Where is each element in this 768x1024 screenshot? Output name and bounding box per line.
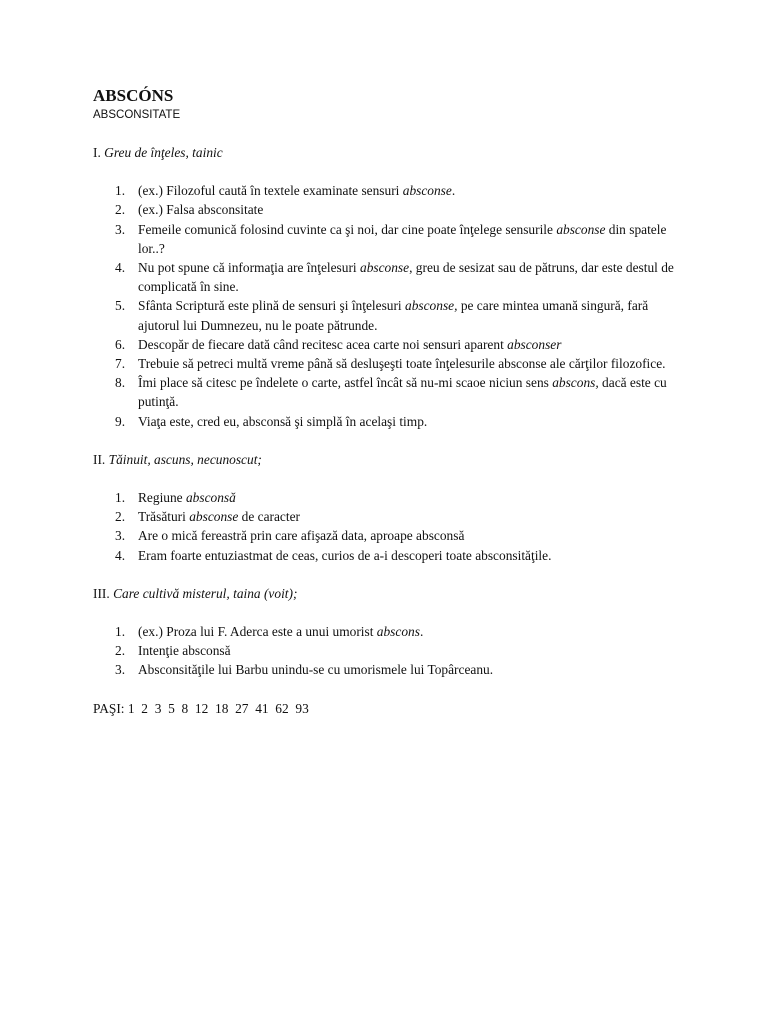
list-item-number: 1. — [115, 624, 126, 640]
list-item — [93, 641, 683, 660]
list-item-text: (ex.) Proza lui F. Aderca este a unui umorist — [138, 624, 377, 640]
list-item — [93, 660, 683, 679]
list-item-text-end: din spatele lor..? — [138, 221, 667, 256]
section-heading-text: Tăinuit, ascuns, necunoscut; — [108, 451, 262, 467]
section-roman-numeral: III. — [93, 585, 110, 601]
list-item-text: Descopăr de fiecare dată când recitesc acea carte noi sensuri aparent — [138, 336, 508, 352]
list-item — [93, 354, 683, 373]
list-item-text: Sfânta Scriptură este plină de sensuri şi înţelesuri — [138, 298, 406, 314]
list-item-number: 2. — [115, 643, 126, 659]
list-item-number: 4. — [115, 547, 126, 563]
section-roman-numeral: II. — [93, 451, 106, 467]
list-item-text: Trăsături — [138, 509, 190, 525]
section-heading-text: Care cultivă misterul, taina (voit); — [113, 585, 298, 601]
list-item-number: 1. — [115, 490, 126, 506]
list-item — [93, 507, 683, 526]
step-value: 27 — [235, 700, 249, 716]
entry-title: ABSCÓNS — [93, 86, 174, 105]
list-item — [93, 258, 683, 296]
list-item — [93, 335, 683, 354]
list-item-number: 7. — [115, 356, 126, 372]
example-list — [93, 181, 683, 431]
step-value: 93 — [295, 700, 309, 716]
list-item-text: Trebuie să petreci multă vreme până să desluşeşti toate înţelesurile absconse ale cărţilor filozofice. — [138, 356, 666, 372]
list-item-emphasis: absconser — [507, 336, 562, 352]
step-value: 2 — [141, 700, 148, 716]
list-item-text: (ex.) Falsa absconsitate — [138, 202, 264, 218]
list-item-number: 5. — [115, 298, 126, 314]
example-list — [93, 488, 683, 565]
entry-subtitle: ABSCONSITATE — [93, 109, 181, 121]
list-item-emphasis: absconse, — [405, 298, 458, 314]
section-roman-numeral: I. — [93, 145, 101, 160]
list-item-text: Nu pot spune că informaţia are înţelesuri — [138, 260, 360, 276]
list-item-text: (ex.) Filozoful caută în textele examinate sensuri — [138, 183, 403, 199]
list-item-text-end: , greu de sesizat sau de pătruns, dar este destul de complicată în sine. — [138, 260, 674, 295]
list-item — [93, 181, 683, 200]
list-item — [93, 373, 683, 411]
list-item — [93, 220, 683, 258]
list-item-number: 2. — [115, 509, 126, 525]
document-content — [93, 86, 683, 718]
list-item-emphasis: abscons, — [552, 375, 599, 391]
section-heading — [93, 584, 683, 603]
list-item-emphasis: absconse — [189, 509, 239, 525]
list-item — [93, 546, 683, 565]
list-item-emphasis: abscons — [376, 624, 420, 640]
list-item-text: Intenţie absconsă — [138, 643, 231, 659]
list-item-number: 8. — [115, 375, 126, 391]
list-item-number: 3. — [115, 528, 126, 544]
step-value: 1 — [127, 700, 135, 716]
list-item — [93, 526, 683, 545]
list-item-text-end: pe care mintea umană singură, fară ajutorul lui Dumnezeu, nu le poate pătrunde. — [138, 298, 649, 333]
list-item — [93, 200, 683, 219]
list-item-text-end: dacă este cu putinţă. — [138, 375, 667, 410]
list-item-text-end: de caracter — [238, 509, 301, 525]
step-value: 12 — [194, 700, 209, 716]
list-item-emphasis: absconsă — [185, 490, 236, 506]
step-value: 5 — [168, 700, 175, 716]
list-item-text-end: . — [419, 624, 424, 640]
section-heading-text: Greu de înţeles, tainic — [104, 145, 223, 160]
list-item — [93, 412, 683, 431]
steps-label: PAŞI: — [93, 700, 125, 716]
list-item-number: 6. — [115, 336, 126, 352]
list-item-number: 3. — [115, 221, 126, 237]
step-value: 41 — [255, 700, 269, 716]
list-item-text: Regiune — [138, 490, 186, 506]
steps-values — [125, 701, 309, 716]
list-item-number: 1. — [115, 183, 126, 199]
list-item-text: Are o mică fereastră prin care afişază data, aproape absconsă — [138, 528, 465, 544]
list-item-emphasis: absconse — [360, 260, 410, 276]
list-item-text: Femeile comunică folosind cuvinte ca şi noi, dar cine poate înţelege sensurile — [138, 221, 557, 237]
list-item — [93, 622, 683, 641]
step-value: 8 — [181, 700, 189, 716]
steps-line — [93, 699, 683, 718]
list-item-number: 3. — [115, 662, 126, 678]
section-heading — [93, 450, 683, 469]
list-item-emphasis: absconse — [556, 221, 606, 237]
step-value: 3 — [154, 700, 162, 716]
step-value: 62 — [275, 700, 289, 716]
list-item-number: 9. — [115, 413, 126, 429]
example-list — [93, 622, 683, 680]
step-value: 18 — [215, 700, 229, 716]
list-item — [93, 488, 683, 507]
list-item-text: Îmi place să citesc pe îndelete o carte, astfel încât să nu-mi scaoe niciun sens — [138, 375, 553, 391]
list-item-number: 4. — [115, 260, 126, 276]
list-item-text-end: . — [451, 183, 456, 199]
list-item-number: 2. — [115, 202, 126, 218]
list-item-text: Viaţa este, cred eu, absconsă şi simplă în acelaşi timp. — [138, 413, 428, 429]
section-heading — [93, 143, 683, 162]
list-item — [93, 296, 683, 334]
list-item-emphasis: absconse — [402, 183, 452, 199]
sections-container — [93, 143, 683, 680]
list-item-text: Eram foarte entuziastmat de ceas, curios de a-i descoperi toate absconsităţile. — [138, 547, 552, 563]
list-item-text: Absconsităţile lui Barbu unindu-se cu umorismele lui Topârceanu. — [138, 662, 494, 678]
